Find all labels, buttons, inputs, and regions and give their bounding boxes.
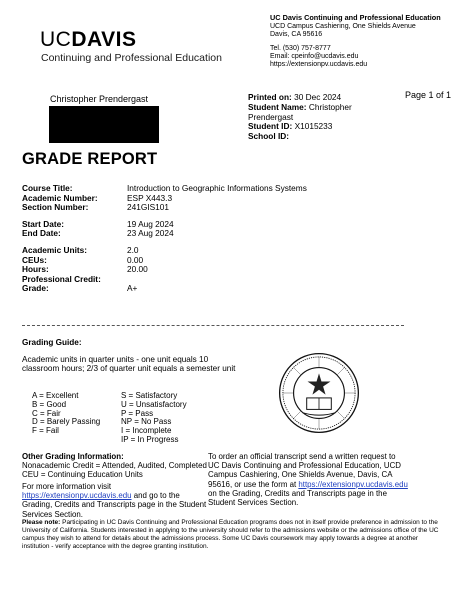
printed-on-value: 30 Dec 2024	[294, 92, 342, 102]
professional-credit-label: Professional Credit:	[22, 273, 101, 284]
professional-credit-row	[22, 275, 307, 285]
section-number-row	[22, 203, 307, 213]
section-number-value: 241GIS101	[127, 202, 169, 213]
org-name: UC Davis Continuing and Professional Education	[270, 13, 441, 22]
grading-guide-title: Grading Guide:	[22, 338, 82, 347]
grade-label: Grade:	[22, 283, 49, 294]
grade-scale-item: C = Fair	[32, 408, 61, 418]
printed-on-label: Printed on:	[248, 92, 292, 102]
grade-value: A+	[127, 283, 138, 294]
print-info-block	[248, 93, 398, 142]
end-date-value: 23 Aug 2024	[127, 228, 174, 239]
more-info-suffix: and go to the Grading, Credits and Transcripts page in the Student Services Section.	[22, 491, 207, 519]
grade-scale-item: NP = No Pass	[121, 417, 172, 427]
academic-number-label: Academic Number:	[22, 192, 98, 203]
start-date-value: 19 Aug 2024	[127, 218, 174, 229]
org-address-line2: Davis, CA 95616	[270, 30, 323, 38]
org-website: https://extensionpv.ucdavis.edu	[270, 60, 368, 68]
grade-scale-item: A = Excellent	[32, 391, 79, 400]
ceus-value: 0.00	[127, 254, 144, 265]
org-email: Email: cpeinfo@ucdavis.edu	[270, 52, 359, 60]
logo-davis: DAVIS	[71, 28, 137, 51]
student-id-value: X1015233	[294, 121, 333, 132]
grading-units-text: Academic units in quarter units - one unit equals 10 classroom hours; 2/3 of quarter unit equals a semester unit	[22, 355, 236, 374]
end-date-label: End Date:	[22, 228, 61, 239]
academic-units-label: Academic Units:	[22, 244, 88, 255]
hours-label: Hours:	[22, 264, 49, 275]
page-title: GRADE REPORT	[22, 150, 158, 168]
grade-scale-item: B = Good	[32, 399, 67, 409]
student-name-value: Christopher Prendergast	[248, 101, 352, 122]
other-grading-info	[22, 452, 207, 480]
transcript-suffix: on the Grading, Credits and Transcripts page in the Student Services Section.	[208, 488, 387, 508]
logo-uc: UC	[40, 28, 72, 51]
student-name-address: Christopher Prendergast	[50, 94, 149, 104]
section-number-label: Section Number:	[22, 202, 89, 213]
org-tel: Tel. (530) 757-8777	[270, 44, 331, 52]
org-address-line1: UCD Campus Cashiering, One Shields Avenue	[270, 22, 416, 30]
hours-value: 20.00	[127, 264, 148, 275]
transcript-info-text	[208, 452, 408, 507]
more-info-link[interactable]: https://extensionpv.ucdavis.edu	[22, 491, 132, 501]
ucdavis-logo	[40, 28, 136, 52]
ceus-row	[22, 256, 307, 266]
please-note-label: Please note:	[22, 519, 61, 526]
please-note-body: Participating in UC Davis Continuing and Professional Education programs does not in itself provide preference in admission to the University of California. Students interested in applying to the university should refer to the admissions website or the admissions office of the UC campus they wish to attend for details about the admissions process. Some UC Davis coursework may apply towards a degree at another institution - verify acceptance with the degree granting institution.	[22, 519, 439, 550]
ceu-definition-text: CEU = Continuing Education Units	[22, 470, 143, 480]
student-name-label: Student Name:	[248, 101, 307, 112]
grade-scale-item: D = Barely Passing	[32, 417, 101, 427]
more-info-text	[22, 482, 210, 519]
grade-scale-item: I = Incomplete	[121, 426, 172, 436]
grade-scale-item: IP = In Progress	[121, 434, 179, 444]
nonacademic-credit-text: Nonacademic Credit = Attended, Audited, Completed	[22, 461, 207, 471]
grade-row	[22, 284, 307, 294]
logo-subtitle: Continuing and Professional Education	[41, 52, 222, 64]
academic-number-value: ESP X443.3	[127, 192, 173, 203]
course-details	[22, 184, 307, 294]
grade-scale-item: S = Satisfactory	[121, 391, 178, 400]
academic-units-value: 2.0	[127, 244, 139, 255]
transcript-prefix: To order an official transcript send a written request to UC Davis Continuing and Professional Education, UCD Campus Cashiering, One Shields Avenue, Davis, CA 95616, or use the form at	[208, 452, 401, 489]
start-date-label: Start Date:	[22, 218, 64, 229]
grade-scale-item: P = Pass	[121, 408, 154, 418]
grade-scale-letters	[32, 392, 100, 436]
section-divider	[22, 325, 404, 326]
uc-seal-icon	[278, 352, 360, 434]
school-id-label: School ID:	[248, 131, 290, 142]
grade-scale-item: F = Fail	[32, 426, 59, 436]
redacted-address-block	[49, 106, 159, 143]
ceus-label: CEUs:	[22, 254, 47, 265]
more-info-prefix: For more information visit	[22, 482, 112, 491]
other-grading-title: Other Grading Information:	[22, 452, 124, 461]
org-contact-block	[270, 14, 450, 69]
course-title-label: Course Title:	[22, 183, 73, 193]
grade-scale-other	[121, 392, 187, 445]
please-note-text	[22, 519, 440, 551]
academic-units-row	[22, 246, 307, 256]
course-title-value: Introduction to Geographic Informations Systems	[127, 183, 307, 193]
end-date-row	[22, 229, 307, 239]
transcript-link[interactable]: https://extensionpv.ucdavis.edu	[298, 479, 408, 489]
page-number: Page 1 of 1	[405, 90, 452, 100]
student-id-label: Student ID:	[248, 121, 293, 132]
grade-scale-item: U = Unsatisfactory	[121, 399, 187, 409]
